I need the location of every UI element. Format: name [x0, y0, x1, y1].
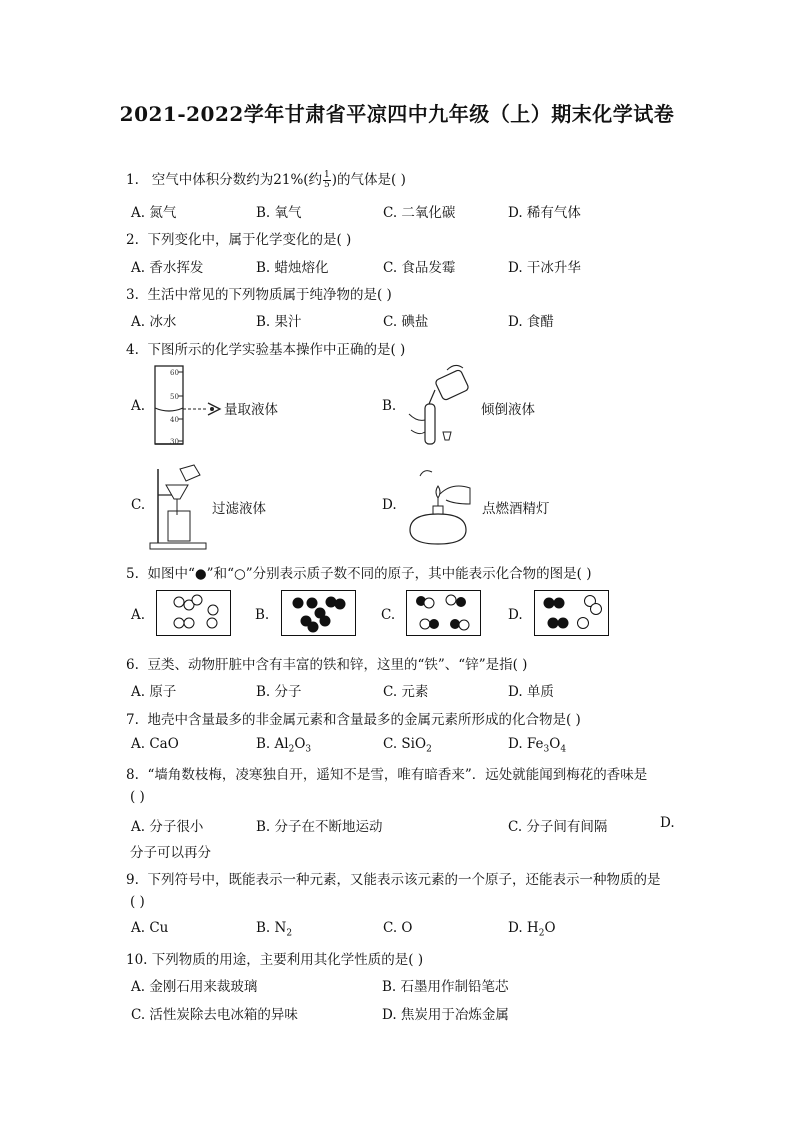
q1-stem-b: )的气体是( ) [331, 172, 406, 188]
q5-option-c-letter[interactable]: C. [381, 607, 396, 623]
q10-option-b[interactable]: B. 石墨用作制铅笔芯 [382, 979, 509, 995]
pour-liquid-figure [403, 360, 473, 450]
q7-d-sub1: 3 [543, 744, 550, 755]
q5-option-d-letter[interactable]: D. [508, 607, 523, 623]
q7-b-mid: O [294, 736, 306, 752]
question-4 [126, 338, 405, 358]
question-2 [126, 228, 351, 248]
q7-option-d[interactable] [508, 736, 566, 755]
q3-number: 3. [126, 287, 139, 303]
q5-option-b-letter[interactable]: B. [255, 607, 270, 623]
q7-stem: 地壳中含量最多的非金属元素和含量最多的金属元素所形成的化合物是( ) [147, 712, 581, 728]
q4-option-b-letter[interactable]: B. [382, 398, 397, 414]
q5-box-c[interactable] [406, 590, 481, 636]
q9-d-mid: O [544, 920, 556, 936]
q7-option-c[interactable] [383, 736, 432, 755]
q8-stem: “墙角数枝梅，凌寒独自开，遥知不是雪，唯有暗香来”．远处就能闻到梅花的香味是 [147, 767, 648, 783]
q2-option-a[interactable]: A. 香水挥发 [131, 260, 204, 276]
q9-d-pre: D. H [508, 920, 539, 936]
q1-frac-num: 1 [324, 170, 330, 180]
atoms-b [282, 591, 355, 635]
q4-option-d-letter[interactable]: D. [382, 497, 397, 513]
q7-number: 7. [126, 712, 139, 728]
question-6 [126, 653, 527, 673]
q1-option-b[interactable]: B. 氧气 [256, 205, 302, 221]
tick-60: 60 [170, 369, 179, 377]
q7-d-mid: O [549, 736, 561, 752]
q1-number: 1. [126, 172, 139, 188]
atoms-a [157, 591, 230, 635]
q4-label-d: 点燃酒精灯 [482, 501, 550, 517]
tick-50: 50 [170, 393, 179, 401]
alcohol-lamp-figure [400, 464, 480, 548]
q1-fraction [323, 171, 331, 190]
q2-number: 2. [126, 232, 139, 248]
tick-40: 40 [170, 416, 179, 424]
q3-option-c[interactable]: C. 碘盐 [383, 314, 429, 330]
q2-option-d[interactable]: D. 干冰升华 [508, 260, 581, 276]
q9-b-sub1: 2 [286, 928, 293, 939]
q5-box-b[interactable] [281, 590, 356, 636]
q3-option-b[interactable]: B. 果汁 [256, 314, 302, 330]
q1-option-c[interactable]: C. 二氧化碳 [383, 205, 456, 221]
tick-30: 30 [170, 438, 179, 446]
graduated-cylinder-figure [148, 364, 228, 446]
q5-number: 5. [126, 566, 139, 582]
q10-stem: 下列物质的用途，主要利用其化学性质的是( ) [151, 952, 424, 968]
q10-option-d[interactable]: D. 焦炭用于冶炼金属 [382, 1007, 509, 1023]
q6-option-c[interactable]: C. 元素 [383, 684, 429, 700]
q2-stem: 下列变化中，属于化学变化的是( ) [147, 232, 352, 248]
question-5 [126, 562, 591, 582]
q8-paren: ( ) [130, 789, 145, 805]
page-title: 2021-2022学年甘肃省平凉四中九年级（上）期末化学试卷 [119, 102, 675, 126]
q7-c-sub1: 2 [426, 744, 432, 755]
q9-paren: ( ) [130, 894, 145, 910]
q8-number: 8. [126, 767, 139, 783]
q4-option-a-letter[interactable]: A. [131, 398, 146, 414]
q6-number: 6. [126, 657, 139, 673]
q7-option-a[interactable]: A. CaO [131, 736, 179, 752]
q5-box-a[interactable] [156, 590, 231, 636]
question-1 [126, 168, 406, 190]
q4-label-b: 倾倒液体 [481, 402, 535, 418]
q9-option-b[interactable] [256, 920, 292, 939]
q6-option-b[interactable]: B. 分子 [256, 684, 302, 700]
q9-option-a[interactable]: A. Cu [131, 920, 169, 936]
atoms-c [407, 591, 480, 635]
q9-option-d[interactable] [508, 920, 556, 939]
q5-stem: 如图中“●”和“○”分别表示质子数不同的原子，其中能表示化合物的图是( ) [147, 566, 592, 582]
q1-frac-den: 5 [324, 180, 330, 190]
q7-b-sub2: 3 [305, 744, 312, 755]
q6-stem: 豆类、动物肝脏中含有丰富的铁和锌，这里的“铁”、“锌”是指( ) [147, 657, 528, 673]
q8-option-b[interactable]: B. 分子在不断地运动 [256, 819, 383, 835]
question-10 [126, 948, 423, 968]
q9-option-c[interactable]: C. O [383, 920, 413, 936]
q4-label-a: 量取液体 [224, 402, 278, 418]
q3-option-d[interactable]: D. 食醋 [508, 314, 554, 330]
q3-option-a[interactable]: A. 冰水 [131, 314, 177, 330]
q2-option-b[interactable]: B. 蜡烛熔化 [256, 260, 329, 276]
atoms-d [535, 591, 608, 635]
question-9 [126, 868, 660, 888]
q4-option-c-letter[interactable]: C. [131, 497, 146, 513]
q5-option-a-letter[interactable]: A. [131, 607, 146, 623]
q1-option-a[interactable]: A. 氮气 [131, 205, 177, 221]
q4-label-c: 过滤液体 [212, 501, 266, 517]
q4-stem: 下图所示的化学实验基本操作中正确的是( ) [147, 342, 406, 358]
q7-b-pre: B. Al [256, 736, 289, 752]
q2-option-c[interactable]: C. 食品发霉 [383, 260, 456, 276]
q10-option-c[interactable]: C. 活性炭除去电冰箱的异味 [131, 1007, 298, 1023]
q7-d-pre: D. Fe [508, 736, 544, 752]
question-3 [126, 283, 392, 303]
question-7 [126, 708, 581, 728]
q8-option-d-text[interactable]: 分子可以再分 [130, 845, 211, 861]
q3-stem: 生活中常见的下列物质属于纯净物的是( ) [147, 287, 392, 303]
q8-option-a[interactable]: A. 分子很小 [131, 819, 204, 835]
q8-option-d[interactable]: D. [660, 815, 675, 831]
q8-option-c[interactable]: C. 分子间有间隔 [508, 819, 608, 835]
q10-option-a[interactable]: A. 金刚石用来裁玻璃 [131, 979, 258, 995]
q9-b-pre: B. N [256, 920, 287, 936]
q7-c-pre: C. SiO [383, 736, 427, 752]
q5-box-d[interactable] [534, 590, 609, 636]
q10-number: 10. [126, 952, 148, 968]
question-8 [126, 763, 647, 783]
q7-option-b[interactable] [256, 736, 311, 755]
q1-option-d[interactable]: D. 稀有气体 [508, 205, 581, 221]
q4-number: 4. [126, 342, 139, 358]
filtration-figure [148, 463, 210, 551]
q9-d-sub1: 2 [538, 928, 545, 939]
q6-option-a[interactable]: A. 原子 [131, 684, 177, 700]
q6-option-d[interactable]: D. 单质 [508, 684, 554, 700]
q9-stem: 下列符号中，既能表示一种元素，又能表示该元素的一个原子，还能表示一种物质的是 [147, 872, 661, 888]
q7-d-sub2: 4 [560, 744, 567, 755]
q7-b-sub1: 2 [288, 744, 295, 755]
q9-number: 9. [126, 872, 139, 888]
q1-stem-a: 空气中体积分数约为21%(约 [151, 172, 323, 188]
